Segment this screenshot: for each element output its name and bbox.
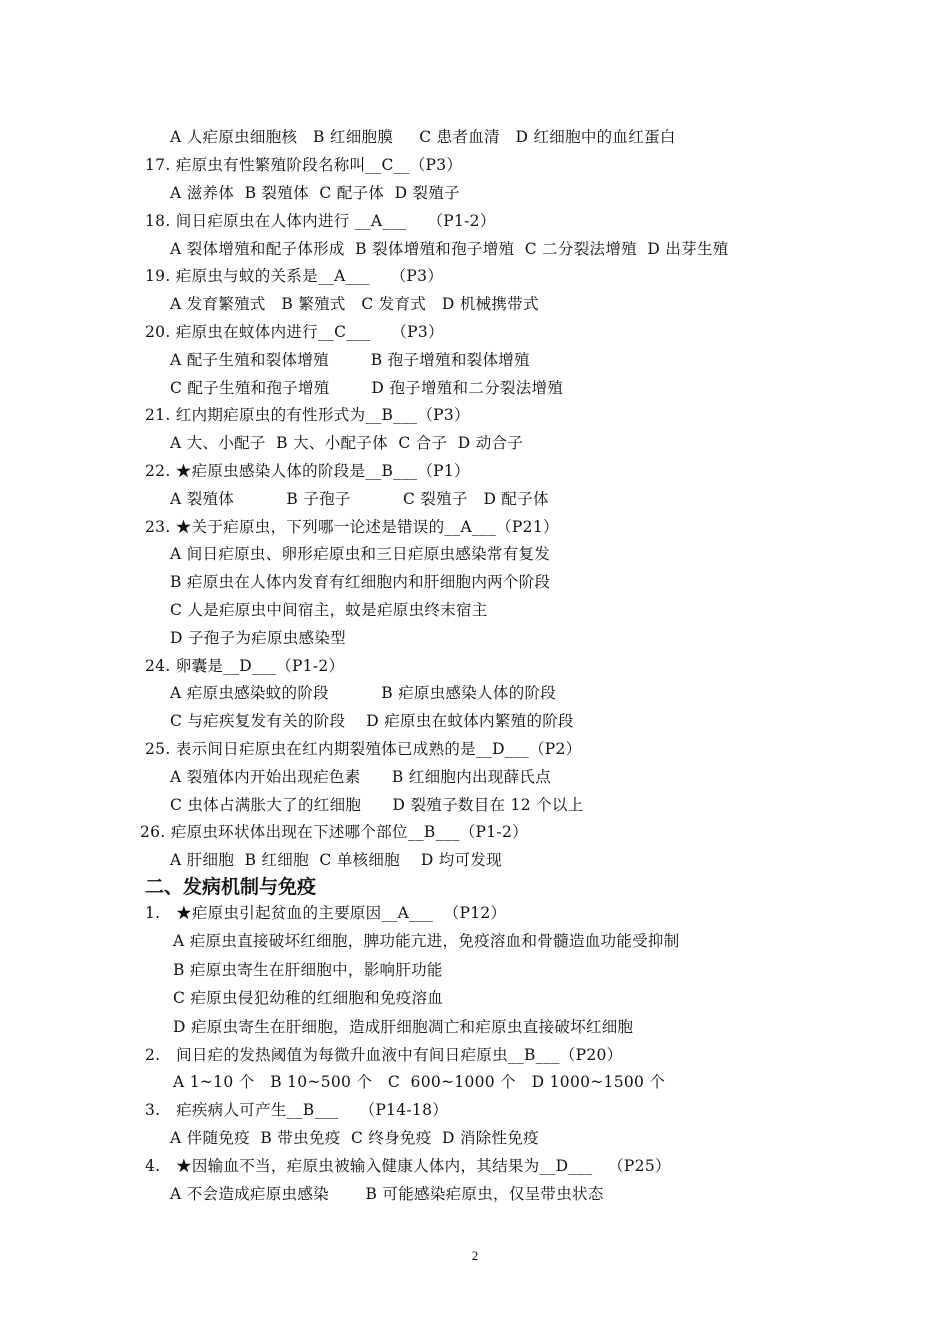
option-line: A 疟原虫直接破坏红细胞，脾功能亢进，免疫溶血和骨髓造血功能受抑制 (173, 932, 680, 950)
question-line: 25. 表示间日疟原虫在红内期裂殖体已成熟的是__D___（P2） (145, 740, 582, 758)
option-line: A 间日疟原虫、卵形疟原虫和三日疟原虫感染常有复发 (170, 545, 551, 563)
page-number: 2 (471, 1248, 479, 1263)
question-line: 21. 红内期疟原虫的有性形式为__B___（P3） (145, 406, 470, 424)
question-line: 17. 疟原虫有性繁殖阶段名称叫__C__（P3） (145, 156, 463, 174)
option-line: C 与疟疾复发有关的阶段 D 疟原虫在蚊体内繁殖的阶段 (170, 712, 574, 730)
option-line: B 疟原虫寄生在肝细胞中，影响肝功能 (173, 961, 443, 979)
option-line: A 裂体增殖和配子体形成 B 裂体增殖和孢子增殖 C 二分裂法增殖 D 出芽生殖 (170, 240, 729, 258)
option-line: A 裂殖体 B 子孢子 C 裂殖子 D 配子体 (170, 490, 549, 508)
option-line: A 1~10 个 B 10~500 个 C 600~1000 个 D 1000~1500 个 (173, 1073, 666, 1091)
question-line: 26. 疟原虫环状体出现在下述哪个部位__B___（P1-2） (140, 823, 528, 841)
question-line: 1. ★疟原虫引起贫血的主要原因__A___ （P12） (145, 904, 507, 922)
option-line: C 人是疟原虫中间宿主，蚊是疟原虫终末宿主 (170, 601, 488, 619)
option-line: A 不会造成疟原虫感染 B 可能感染疟原虫，仅呈带虫状态 (170, 1185, 604, 1203)
question-line: 20. 疟原虫在蚊体内进行__C___ （P3） (145, 323, 444, 341)
question-line: 4. ★因输血不当，疟原虫被输入健康人体内，其结果为__D___ （P25） (145, 1157, 671, 1175)
option-line: A 滋养体 B 裂殖体 C 配子体 D 裂殖子 (170, 184, 460, 202)
question-line: 24. 卵囊是__D___（P1-2） (145, 657, 345, 675)
option-line: A 配子生殖和裂体增殖 B 孢子增殖和裂体增殖 (170, 351, 530, 369)
option-line: C 配子生殖和孢子增殖 D 孢子增殖和二分裂法增殖 (170, 379, 564, 397)
question-line: 3. 疟疾病人可产生__B___ （P14-18） (145, 1101, 449, 1119)
option-line: D 子孢子为疟原虫感染型 (170, 629, 346, 647)
question-line: 23. ★关于疟原虫，下列哪一论述是错误的__A___（P21） (145, 518, 559, 536)
option-line: A 肝细胞 B 红细胞 C 单核细胞 D 均可发现 (170, 851, 502, 869)
option-line: D 疟原虫寄生在肝细胞，造成肝细胞凋亡和疟原虫直接破坏红细胞 (173, 1018, 634, 1036)
option-line: A 大、小配子 B 大、小配子体 C 合子 D 动合子 (170, 434, 524, 452)
option-line: A 伴随免疫 B 带虫免疫 C 终身免疫 D 消除性免疫 (170, 1129, 539, 1147)
question-line: 18. 间日疟原虫在人体内进行 __A___ （P1-2） (145, 212, 496, 230)
option-line: B 疟原虫在人体内发育有红细胞内和肝细胞内两个阶段 (170, 573, 551, 591)
question-line: 19. 疟原虫与蚊的关系是__A___ （P3） (145, 267, 444, 285)
option-line: A 发育繁殖式 B 繁殖式 C 发育式 D 机械携带式 (170, 295, 539, 313)
question-line: 2. 间日疟的发热阈值为每微升血液中有间日疟原虫__B___（P20） (145, 1046, 623, 1064)
option-line: C 虫体占满胀大了的红细胞 D 裂殖子数目在 12 个以上 (170, 796, 584, 814)
option-line: A 人疟原虫细胞核 B 红细胞膜 C 患者血清 D 红细胞中的血红蛋白 (170, 128, 676, 146)
option-line: A 疟原虫感染蚊的阶段 B 疟原虫感染人体的阶段 (170, 684, 557, 702)
option-line: C 疟原虫侵犯幼稚的红细胞和免疫溶血 (173, 989, 444, 1007)
option-line: A 裂殖体内开始出现疟色素 B 红细胞内出现薛氏点 (170, 768, 552, 786)
question-line: 22. ★疟原虫感染人体的阶段是__B___（P1） (145, 462, 470, 480)
section-heading: 二、发病机制与免疫 (145, 876, 317, 898)
